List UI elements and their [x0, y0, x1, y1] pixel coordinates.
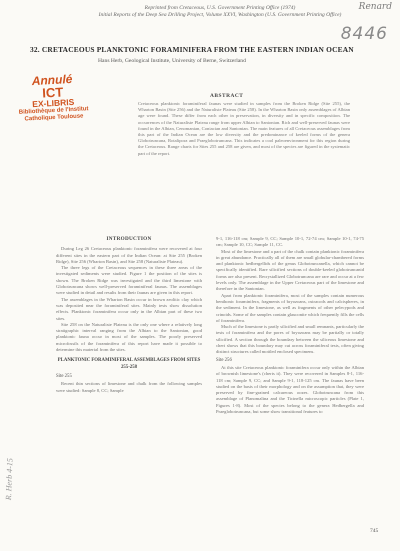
stamp-annule: Annulé	[31, 71, 73, 89]
header-line-1: Reprinted from Cretaceous, U.S. Government Printing Office (1974)	[144, 5, 296, 11]
site-256-label: Site 256	[216, 357, 232, 363]
intro-paragraph: The three legs of the Cretaceous sequences in these three areas of the investigated sediments were studied. Figure 1 the position of the sites is shown. The Broken Ridge was investigated and the third limestone with Globotruncana shows well-preserved foraminiferal faunas. The assemblages were studied in detail and results from their faunas are given in this report.	[56, 265, 202, 296]
left-column	[56, 236, 202, 394]
stamp-exlibris: EX-LIBRIS	[32, 96, 75, 110]
stamp-ict: ICT	[41, 84, 64, 101]
intro-paragraph: The assemblages in the Wharton Basin occur in brown zeolitic clay which was deposited near the foraminiferal sites. Mainly tests show dissolution effects. Planktonic foraminifera occur only in the Albian part of these two sites.	[56, 296, 202, 321]
header-line-2: Initial Reports of the Deep Sea Drilling Project, Volume XXVI, Washington (U.S. Government Printing Office)	[98, 12, 342, 18]
right-column	[216, 236, 364, 415]
introduction-heading: INTRODUCTION	[106, 236, 152, 242]
handwritten-number: 8446	[340, 24, 388, 44]
abstract-heading: ABSTRACT	[210, 93, 244, 99]
site-256-paragraph: At this site Cretaceous planktonic foraminifera occur only within the Albian of brownish limestone's (cherts it). They were recovered in Samples 8-1, 116-118 cm; Sample 9, CC; and Sample 9-1, 118-125 cm. The faunas have been studied on the basis of their morphology and on the assumption that, they were preserved by fine-grained calcareous oozes. Globotruncana from this assemblage of Planomalina and the Ticinella microscopic particles (Plate 1, Figures 1-8). Most of the species belong to the genera Hedbergella and Praeglobotruncana, but some show transitional features to	[216, 364, 364, 415]
page-number: 745	[370, 528, 379, 534]
author-affiliation: Hans Herb, Geological Institute, University of Berne, Switzerland	[98, 58, 246, 64]
article-title: 32. CRETACEOUS PLANKTONIC FORAMINIFERA FROM THE EASTERN INDIAN OCEAN	[30, 45, 354, 54]
intro-paragraph: Site 258 on the Naturaliste Plateau is the only one where a relatively long stratigraphic interval ranging from the Albian to the Santonian, good planktonic fauna occur in most of the samples. The poorly preserved microfossils of the foraminifera of this report have made it possible to determine this material from the sites.	[56, 321, 202, 353]
body-paragraph: Much of the limestone is partly silicified and small remnants, particularly the tests of foraminifera and the pores of bryozoans may be partially or totally silicified. A section through the boundary between the siliceous limestone and chert shows that this boundary may cut across foraminiferal tests, often giving distinct structures called mottled enclosed specimens.	[216, 324, 364, 355]
site-255-label: Site 255	[56, 373, 72, 379]
body-paragraph: Most of the limestone and a part of the chalk contain planktonic foraminifera in great abundance. Practically all of them are small globular-chambered forms and planktonic hedbergellids of the genus Globotruncanella, which cannot be specifically identified. Rare silicified sections of double-keeled globotruncanid forms are also present. Recrystallized Globotruncana are rare and occur at a few levels only. The assemblage in the Upper Cretaceous part of the limestone and therefore in the Santonian.	[216, 248, 364, 292]
library-stamp	[15, 72, 91, 124]
stamp-institution: Bibliothèque de l'Institut Catholique Toulouse	[18, 106, 89, 123]
assemblages-heading: PLANKTONIC FORAMINIFERAL ASSEMBLAGES FROM SITES 255-258	[57, 358, 201, 370]
site-255-paragraph: Recent thin sections of limestone and chalk from the following samples were studied: Sample 8, CC; Sample	[56, 381, 202, 393]
intro-paragraph: During Leg 26 Cretaceous planktonic foraminifera were recovered at four different sites in the eastern part of the Indian Ocean: at Site 255 (Broken Ridge), Site 256 (Wharton Basin), and Site 258 (Naturaliste Plateau).	[56, 246, 202, 264]
abstract-text: Cretaceous planktonic foraminiferal faunas were studied in samples from the Broken Ridge (Site 255), the Wharton Basin (Site 256) and the Naturaliste Plateau (Site 258). In the Wharton Basin only assemblages of Albian age were found. These differ from each other in preservation, in diversity and in specific composition. The occurrences of the Naturaliste Plateau range from upper Albian to Santonian. Rich and well-preserved faunas were found in the Albian, Cenomanian, Coniacian and Santonian. The main features of all Cretaceous assemblages from this part of the Indian Ocean are the low diversity and the predominance of keeled forms of the genera Globotruncana, Rotalipora and Praeglobotruncana. This indicates a cool paleoenvironment for this region during the Cretaceous. Range charts for Sites 255 and 258 are given, and most of the species are figured in the systematic part of the report.	[138, 101, 350, 156]
running-header	[60, 5, 380, 19]
body-paragraph: Apart from planktonic foraminifera, most of the samples contain numerous benthonic foraminifera, fragments of bryozoans, ostracods and calcispheres, in the sediment. In the limestone, as well as fragments of other pelecypods and crinoids. Some of the samples contain glauconite which frequently fills the cells of foraminifera.	[216, 292, 364, 323]
body-paragraph: 9-1, 116-118 cm; Sample 9, CC; Sample 10-1, 72-74 cm; Sample 10-1, 74-75 cm; Sample 10, CC; Sample 11, CC.	[216, 236, 364, 248]
handwritten-signature: R. Herb 4-15	[4, 458, 15, 501]
handwritten-note: Renard	[358, 2, 392, 12]
